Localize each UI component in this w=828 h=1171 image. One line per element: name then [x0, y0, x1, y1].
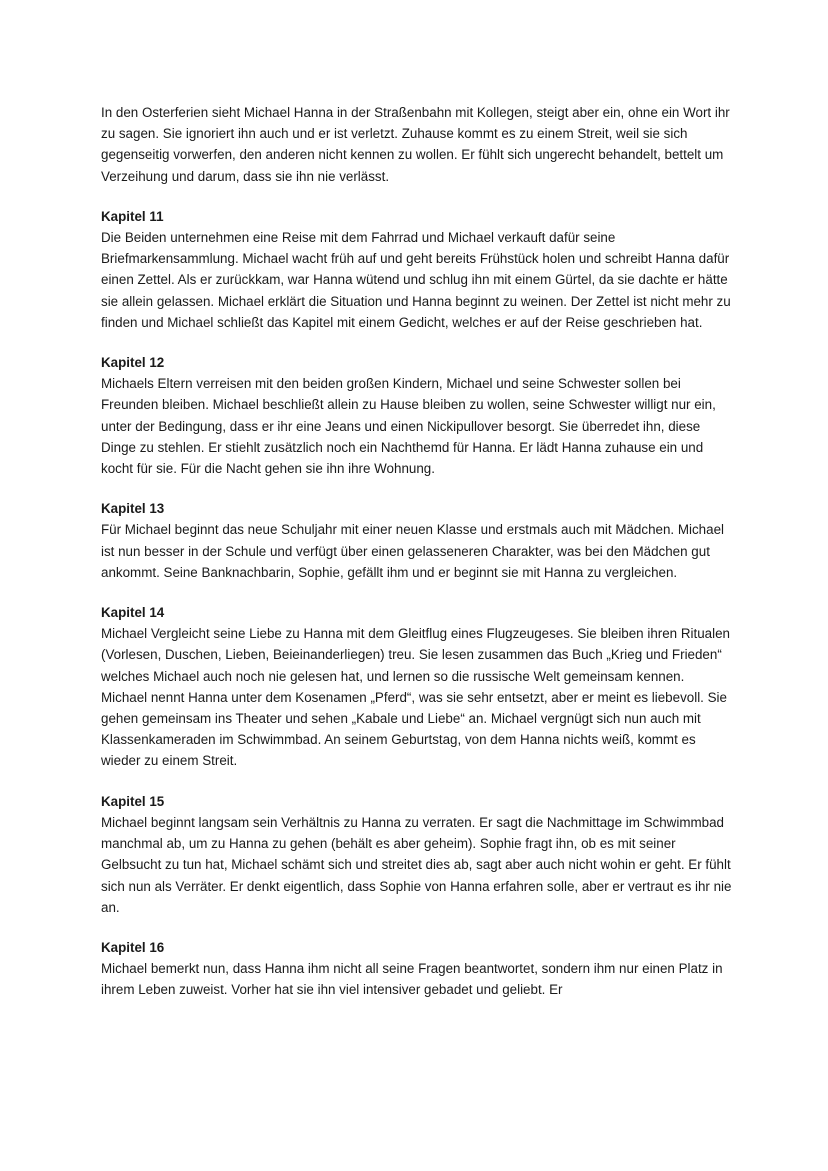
chapter-14-heading: Kapitel 14 — [101, 605, 165, 621]
chapter-15-heading: Kapitel 15 — [101, 793, 165, 809]
chapter-16-section — [101, 937, 733, 1001]
chapter-13-heading: Kapitel 13 — [101, 501, 165, 517]
chapter-13-section — [101, 498, 733, 583]
intro-paragraph: In den Osterferien sieht Michael Hanna in der Straßenbahn mit Kollegen, steigt aber ein, ohne ein Wort ihr zu sagen. Sie ignoriert ihn auch und er ist verletzt. Zuhause kommt es zu einem Streit, weil sie sich gegenseitig vorwerfen, den anderen nicht kennen zu wollen. Er fühlt sich ungerecht behandelt, bettelt um Verzeihung und darum, dass sie ihn nie verlässt. — [101, 105, 730, 184]
document-page — [101, 102, 733, 1001]
chapter-16-text: Michael bemerkt nun, dass Hanna ihm nicht all seine Fragen beantwortet, sondern ihm nur einen Platz in ihrem Leben zuweist. Vorher hat sie ihn viel intensiver gebadet und geliebt. Er — [101, 961, 723, 998]
chapter-12-section — [101, 352, 733, 479]
chapter-15-text: Michael beginnt langsam sein Verhältnis zu Hanna zu verraten. Er sagt die Nachmittage im Schwimmbad manchmal ab, um zu Hanna zu gehen (behält es aber geheim). Sophie fragt ihn, ob es mit seiner Gelbsucht zu tun hat, Michael schämt sich und streitet dies ab, sagt aber auch nicht wohin er geht. Er fühlt sich nun als Verräter. Er denkt eigentlich, dass Sophie von Hanna erfahren solle, aber er vertraut es ihr nie an. — [101, 814, 732, 915]
chapter-11-text: Die Beiden unternehmen eine Reise mit dem Fahrrad und Michael verkauft dafür seine Briefmarkensammlung. Michael wacht früh auf und geht bereits Frühstück holen und schreibt Hanna dafür einen Zettel. Als er zurückkam, war Hanna wütend und schlug ihn mit einem Gürtel, da sie dachte er hätte sie allein gelassen. Michael erklärt die Situation und Hanna beginnt zu weinen. Der Zettel ist nicht mehr zu finden und Michael schließt das Kapitel mit einem Gedicht, welches er auf der Reise geschrieben hat. — [101, 230, 731, 330]
chapter-11-heading: Kapitel 11 — [101, 208, 164, 224]
chapter-16-heading: Kapitel 16 — [101, 939, 165, 955]
chapter-15-section — [101, 791, 733, 918]
chapter-13-text: Für Michael beginnt das neue Schuljahr mit einer neuen Klasse und erstmals auch mit Mädchen. Michael ist nun besser in der Schule und verfügt über einen gelasseneren Charakter, was bei den Mädchen gut ankommt. Seine Banknachbarin, Sophie, gefällt ihm und er beginnt sie mit Hanna zu vergleichen. — [101, 522, 724, 580]
chapter-14-text: Michael Vergleicht seine Liebe zu Hanna mit dem Gleitflug eines Flugzeugeses. Sie bleiben ihren Ritualen (Vorlesen, Duschen, Lieben, Beieinanderliegen) treu. Sie lesen zusammen das Buch „Krieg und Frieden“ welches Michael auch noch nie gelesen hat, und lernen so die russische Welt gemeinsam kennen. Michael nennt Hanna unter dem Kosenamen „Pferd“, was sie sehr entsetzt, aber er meint es liebevoll. Sie gehen gemeinsam ins Theater und sehen „Kabale und Liebe“ an. Michael vergnügt sich nun auch mit Klassenkameraden im Schwimmbad. An seinem Geburtstag, von dem Hanna nichts weiß, kommt es wieder zu einem Streit. — [101, 626, 730, 769]
chapter-12-text: Michaels Eltern verreisen mit den beiden großen Kindern, Michael und seine Schwester sollen bei Freunden bleiben. Michael beschließt allein zu Hause bleiben zu wollen, seine Schwester willigt nur ein, unter der Bedingung, dass er ihr eine Jeans und einen Nickipullover besorgt. Sie überredet ihn, diese Dinge zu stehlen. Er stiehlt zusätzlich noch ein Nachthemd für Hanna. Er lädt Hanna zuhause ein und kocht für sie. Für die Nacht gehen sie ihn ihre Wohnung. — [101, 376, 716, 477]
chapter-11-section — [101, 206, 733, 333]
chapter-14-section — [101, 602, 733, 772]
chapter-12-heading: Kapitel 12 — [101, 355, 165, 371]
